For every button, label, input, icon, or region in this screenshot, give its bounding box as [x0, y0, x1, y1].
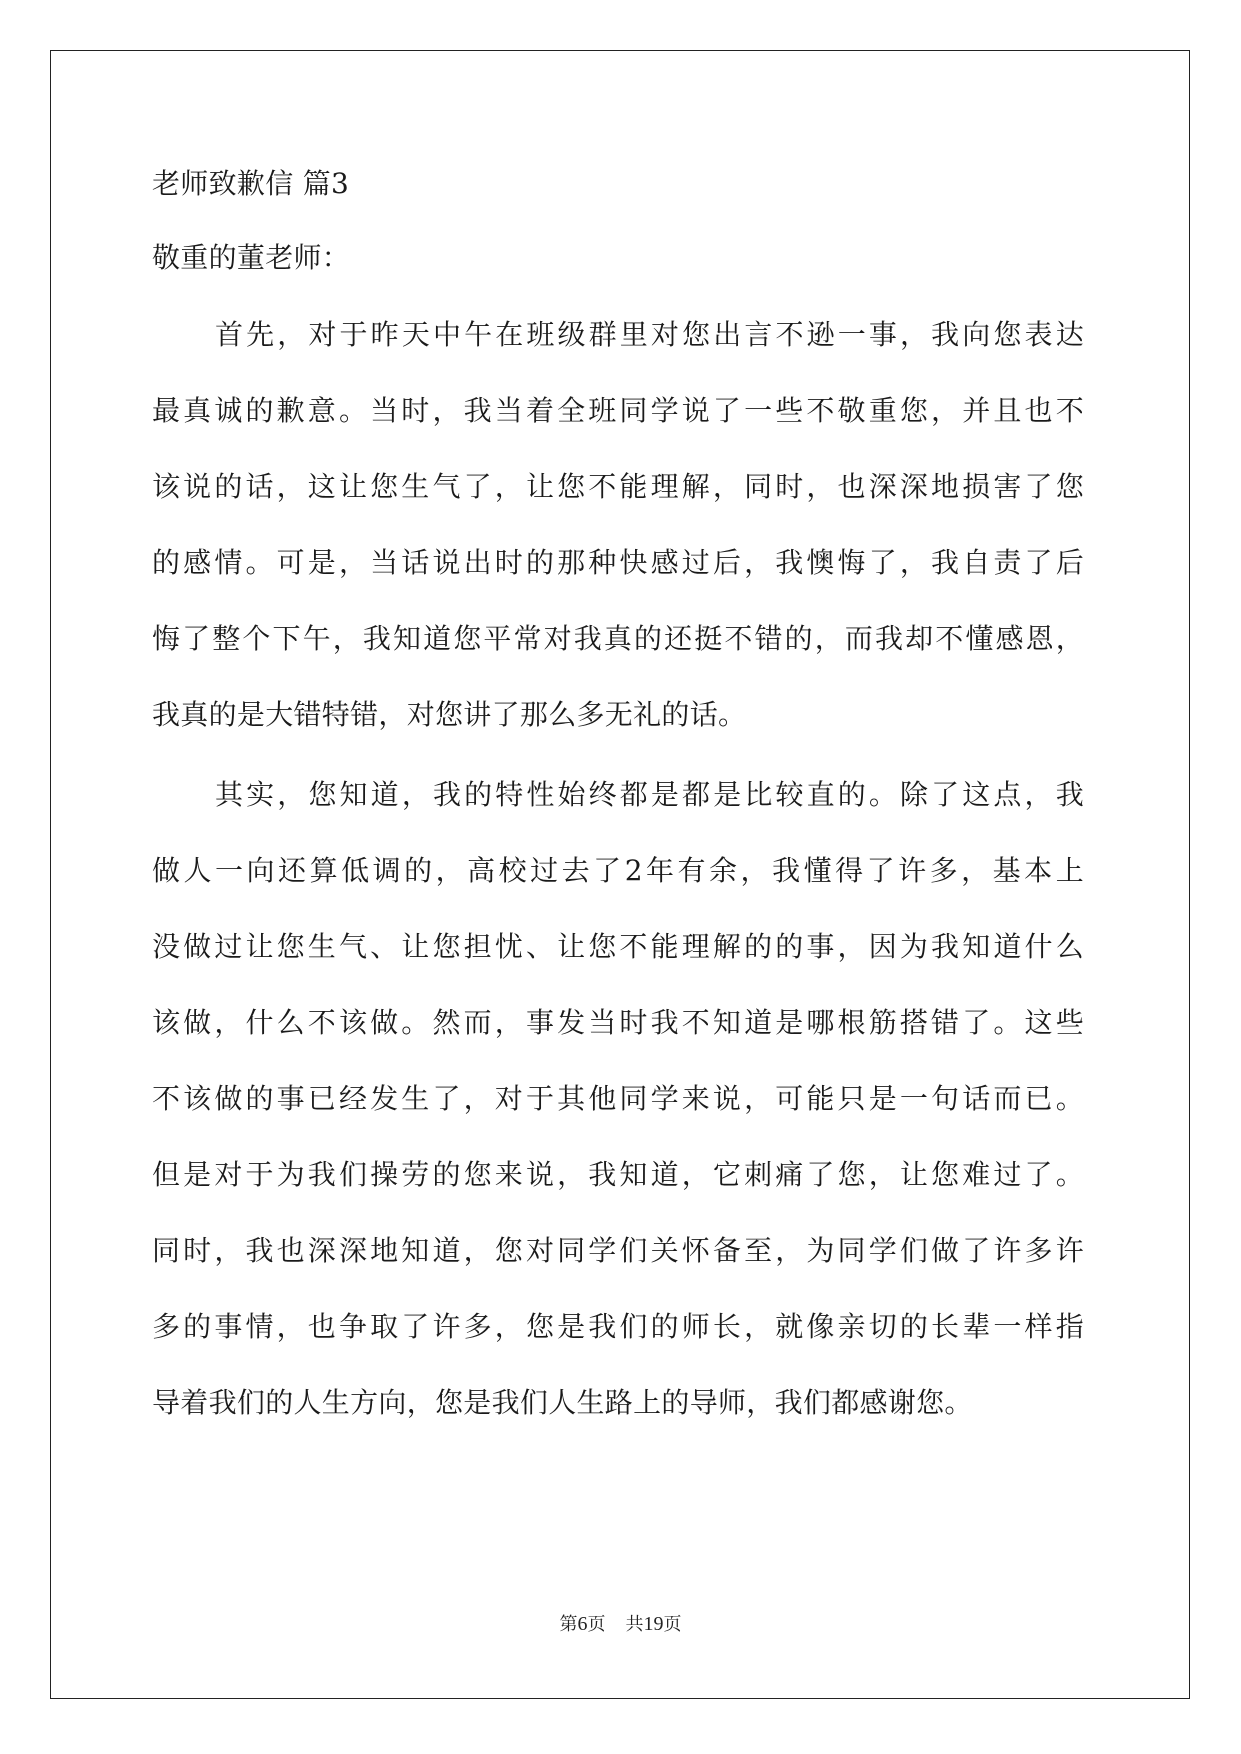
paragraph-line: 同时，我也深深地知道，您对同学们关怀备至，为同学们做了许多许 [152, 1234, 1084, 1267]
paragraph-line: 该说的话，这让您生气了，让您不能理解，同时，也深深地损害了您 [152, 470, 1084, 503]
paragraph-line: 但是对于为我们操劳的您来说，我知道，它刺痛了您，让您难过了。 [152, 1158, 1084, 1191]
paragraph-line: 多的事情，也争取了许多，您是我们的师长，就像亲切的长辈一样指 [152, 1310, 1084, 1343]
total-prefix: 共 [625, 1614, 644, 1635]
paragraph-1 [152, 319, 1084, 731]
document-title: 老师致歉信 篇3 [152, 167, 350, 200]
page-footer [0, 1610, 1241, 1636]
page-number: 6 [577, 1613, 588, 1635]
page-prefix: 第 [559, 1614, 578, 1635]
paragraph-2 [152, 779, 1084, 1419]
paragraph-line: 该做，什么不该做。然而，事发当时我不知道是哪根筋搭错了。这些 [152, 1006, 1084, 1039]
paragraph-line: 做人一向还算低调的，高校过去了2年有余，我懂得了许多，基本上 [152, 854, 1084, 887]
paragraph-line: 其实，您知道，我的特性始终都是都是比较直的。除了这点，我 [215, 778, 1084, 811]
paragraph-line: 的感情。可是，当话说出时的那种快感过后，我懊悔了，我自责了后 [152, 546, 1084, 579]
page-suffix: 页 [587, 1614, 606, 1635]
paragraph-line: 悔了整个下午，我知道您平常对我真的还挺不错的，而我却不懂感恩， [152, 622, 1084, 655]
paragraph-line: 没做过让您生气、让您担忧、让您不能理解的的事，因为我知道什么 [152, 930, 1084, 963]
paragraph-line: 首先，对于昨天中午在班级群里对您出言不逊一事，我向您表达 [215, 318, 1084, 351]
total-pages: 19 [643, 1613, 664, 1635]
paragraph-line: 不该做的事已经发生了，对于其他同学来说，可能只是一句话而已。 [152, 1082, 1084, 1115]
salutation: 敬重的董老师： [152, 241, 351, 274]
paragraph-line: 我真的是大错特错，对您讲了那么多无礼的话。 [152, 698, 747, 731]
document-body [152, 168, 1084, 1463]
total-suffix: 页 [663, 1614, 682, 1635]
paragraph-line: 最真诚的歉意。当时，我当着全班同学说了一些不敬重您，并且也不 [152, 394, 1084, 427]
paragraph-line: 导着我们的人生方向，您是我们人生路上的导师，我们都感谢您。 [152, 1386, 973, 1419]
